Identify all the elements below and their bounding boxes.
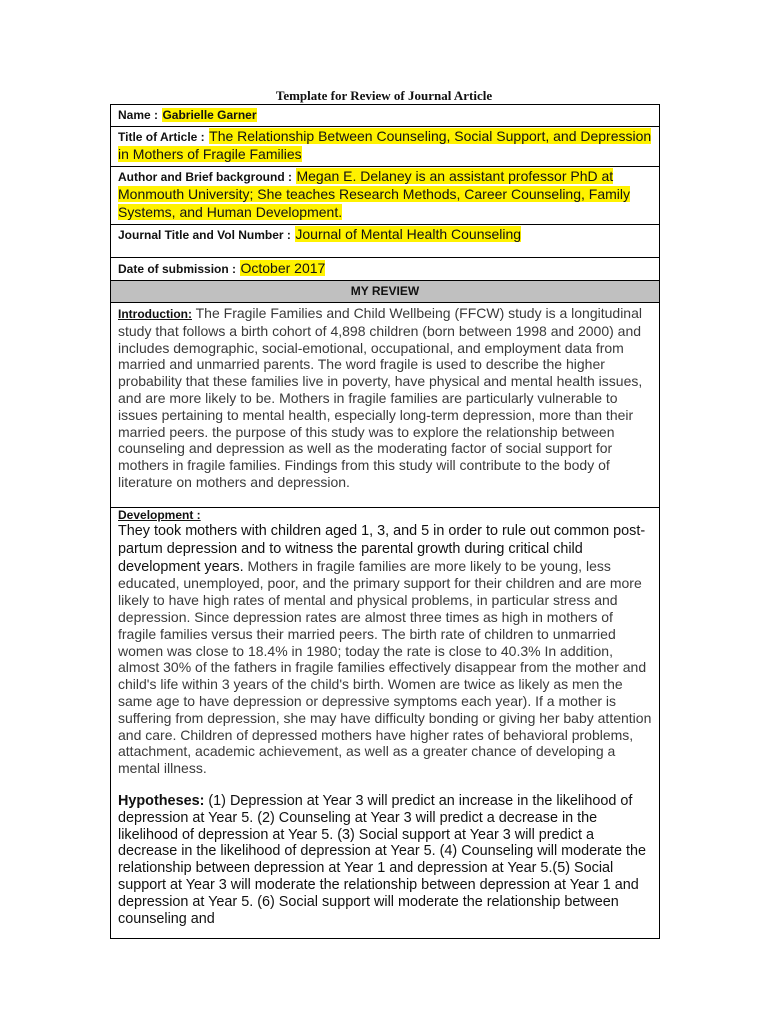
name-label: Name : [118,108,159,122]
hypotheses-text: (1) Depression at Year 3 will predict an increase in the likelihood of depression at Year 5. (2) Counseling at Year 3 will predict a decrease in the likelihood of depression at Year 5. (3) Social support at Year 3 will predict a decrease in the likelihood of depression at Year 5. (4) Counseling will moderate the relationship between depression at Year 1 and depression at Year 5.(5) Social support at Year 3 will moderate the relationship between depression at Year 1 and depression at Year 5. (6) Social support will moderate the relationship between counseling and [118,792,646,927]
author-label: Author and Brief background : [118,170,292,184]
my-review-header-row [111,281,660,303]
development-label: Development : [118,508,201,522]
name-row [111,105,660,127]
author-value: Megan E. Delaney is an assistant professor PhD at Monmouth University; She teaches Research Methods, Career Counseling, Family Systems, and Human Development. [118,168,631,220]
introduction-paragraph [118,305,652,491]
article-title-row [111,127,660,167]
date-row [111,258,660,281]
development-text-lead: They took mothers with children aged 1, 3, and 5 in order to rule out common post-partum depression and to witness the parental growth during critical child development years. [118,523,646,575]
date-value: October 2017 [240,260,326,276]
journal-row [111,225,660,258]
introduction-label: Introduction: [118,307,192,321]
development-text-body: Mothers in fragile families are more likely to be young, less educated, unemployed, poor, and the primary support for their children and are more likely to have high rates of mental and physical problems, in particular stress and depression. Since depression rates are almost three times as high in mothers of fragile families versus their married peers. The birth rate of children to unmarried women was close to 18.4% in 1980; today the rate is close to 40.3% In addition, almost 30% of the fathers in fragile families effectively disappear from the mother and child's life within 3 years of the child's birth. Women are twice as likely as men the same age to have depression or depressive symptoms each year). If a mother is suffering from depression, she may have difficulty bonding or giving her baby attention and care. Children of depressed mothers have higher rates of behavioral problems, attachment, academic achievement, as well as a greater chance of developing a mental illness. [118,557,652,777]
development-cell [118,508,652,936]
development-paragraph [118,522,652,777]
development-row [111,508,660,939]
article-title-value: The Relationship Between Counseling, Social Support, and Depression in Mothers of Fragile Families [118,128,652,162]
my-review-header: MY REVIEW [111,281,660,303]
introduction-row [111,303,660,508]
review-form-table [110,104,660,939]
journal-value: Journal of Mental Health Counseling [295,226,522,242]
document-title: Template for Review of Journal Article [275,88,493,103]
article-title-label: Title of Article : [118,130,205,144]
hypotheses-paragraph [118,793,652,927]
name-value: Gabrielle Garner [162,108,257,122]
author-row [111,167,660,225]
journal-label: Journal Title and Vol Number : [118,228,291,242]
hypotheses-label: Hypotheses: [118,792,205,809]
introduction-text: The Fragile Families and Child Wellbeing (FFCW) study is a longitudinal study that follows a birth cohort of 4,898 children (born between 1998 and 2000) and includes demographic, social-emotional, occupational, and employment data from married and unmarried parents. The word fragile is used to describe the higher probability that these families live in poverty, have physical and mental health issues, and are more likely to be. Mothers in fragile families are particularly vulnerable to issues pertaining to mental health, especially long-term depression, more than their married peers. the purpose of this study was to explore the relationship between counseling and depression as well as the moderating factor of social support for mothers in fragile families. Findings from this study will contribute to the body of literature on mothers and depression. [118,305,643,490]
date-label: Date of submission : [118,262,237,276]
